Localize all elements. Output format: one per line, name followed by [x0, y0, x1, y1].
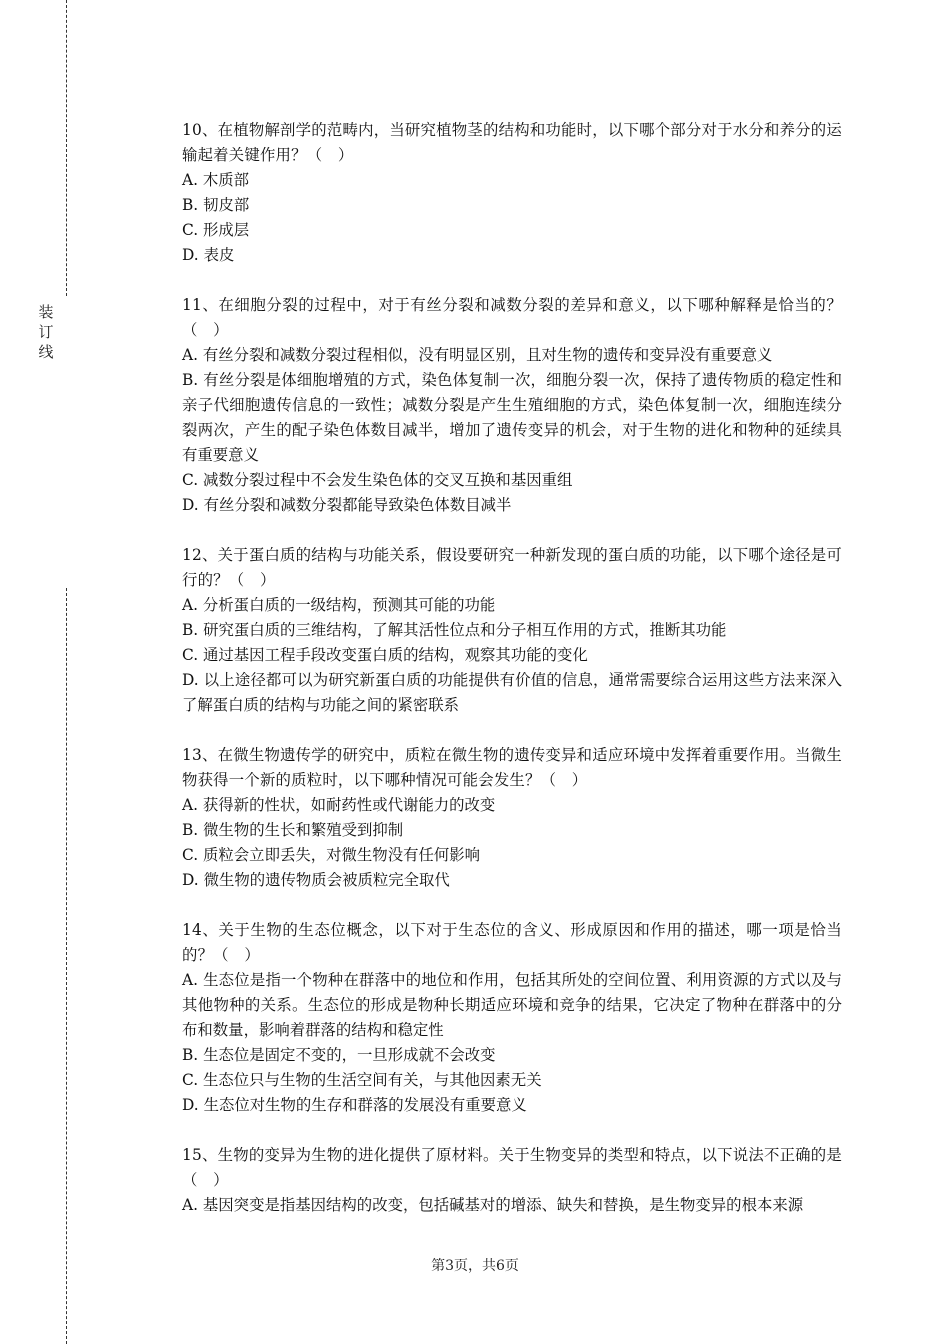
page-number: 第3页，共6页 — [431, 1258, 519, 1274]
question-15 — [182, 1143, 842, 1218]
question-10 — [182, 118, 842, 268]
question-12 — [182, 543, 842, 718]
option-c: C. 减数分裂过程中不会发生染色体的交叉互换和基因重组 — [182, 471, 573, 489]
question-stem: 14、关于生物的生态位概念，以下对于生态位的含义、形成原因和作用的描述，哪一项是恰当的？（ ） — [182, 921, 842, 964]
question-11 — [182, 293, 842, 518]
option-a: A. 生态位是指一个物种在群落中的地位和作用，包括其所处的空间位置、利用资源的方式以及与其他物种的关系。生态位的形成是物种长期适应环境和竞争的结果，它决定了物种在群落中的分布和数量，影响着群落的结构和稳定性 — [182, 971, 842, 1039]
option-a: A. 获得新的性状，如耐药性或代谢能力的改变 — [182, 796, 496, 814]
option-c: C. 通过基因工程手段改变蛋白质的结构，观察其功能的变化 — [182, 646, 588, 664]
option-d: D. 有丝分裂和减数分裂都能导致染色体数目减半 — [182, 496, 512, 514]
binding-char: 装 — [38, 303, 54, 321]
option-d: D. 表皮 — [182, 246, 235, 264]
binding-dashed-line-bottom — [66, 588, 67, 1344]
option-a: A. 分析蛋白质的一级结构，预测其可能的功能 — [182, 596, 496, 614]
question-13 — [182, 743, 842, 893]
option-d: D. 生态位对生物的生存和群落的发展没有重要意义 — [182, 1096, 527, 1114]
option-c: C. 生态位只与生物的生活空间有关，与其他因素无关 — [182, 1071, 542, 1089]
option-a: A. 基因突变是指基因结构的改变，包括碱基对的增添、缺失和替换，是生物变异的根本来源 — [182, 1196, 804, 1214]
option-b: B. 韧皮部 — [182, 196, 250, 214]
option-b: B. 有丝分裂是体细胞增殖的方式，染色体复制一次，细胞分裂一次，保持了遗传物质的稳定性和亲子代细胞遗传信息的一致性；减数分裂是产生生殖细胞的方式，染色体复制一次，细胞连续分裂两次，产生的配子染色体数目减半，增加了遗传变异的机会，对于生物的进化和物种的延续具有重要意义 — [182, 371, 842, 464]
question-14 — [182, 918, 842, 1118]
question-stem: 13、在微生物遗传学的研究中，质粒在微生物的遗传变异和适应环境中发挥着重要作用。当微生物获得一个新的质粒时，以下哪种情况可能会发生？（ ） — [182, 746, 842, 789]
question-stem: 11、在细胞分裂的过程中，对于有丝分裂和减数分裂的差异和意义，以下哪种解释是恰当的？（ ） — [182, 296, 842, 339]
binding-line-label — [36, 302, 56, 362]
question-stem: 12、关于蛋白质的结构与功能关系，假设要研究一种新发现的蛋白质的功能，以下哪个途径是可行的？（ ） — [182, 546, 842, 589]
option-b: B. 生态位是固定不变的，一旦形成就不会改变 — [182, 1046, 496, 1064]
option-b: B. 微生物的生长和繁殖受到抑制 — [182, 821, 404, 839]
option-c: C. 质粒会立即丢失，对微生物没有任何影响 — [182, 846, 481, 864]
question-list — [182, 118, 842, 1243]
binding-char: 线 — [38, 343, 54, 361]
option-a: A. 有丝分裂和减数分裂过程相似，没有明显区别，且对生物的遗传和变异没有重要意义 — [182, 346, 773, 364]
option-c: C. 形成层 — [182, 221, 250, 239]
option-b: B. 研究蛋白质的三维结构，了解其活性位点和分子相互作用的方式，推断其功能 — [182, 621, 727, 639]
binding-char: 订 — [38, 323, 54, 341]
option-d: D. 微生物的遗传物质会被质粒完全取代 — [182, 871, 450, 889]
question-stem: 10、在植物解剖学的范畴内，当研究植物茎的结构和功能时，以下哪个部分对于水分和养分的运输起着关键作用？（ ） — [182, 121, 842, 164]
question-stem: 15、生物的变异为生物的进化提供了原材料。关于生物变异的类型和特点，以下说法不正确的是（ ） — [182, 1146, 842, 1189]
binding-dashed-line-top — [66, 0, 67, 296]
option-d: D. 以上途径都可以为研究新蛋白质的功能提供有价值的信息，通常需要综合运用这些方法来深入了解蛋白质的结构与功能之间的紧密联系 — [182, 671, 842, 714]
option-a: A. 木质部 — [182, 171, 250, 189]
